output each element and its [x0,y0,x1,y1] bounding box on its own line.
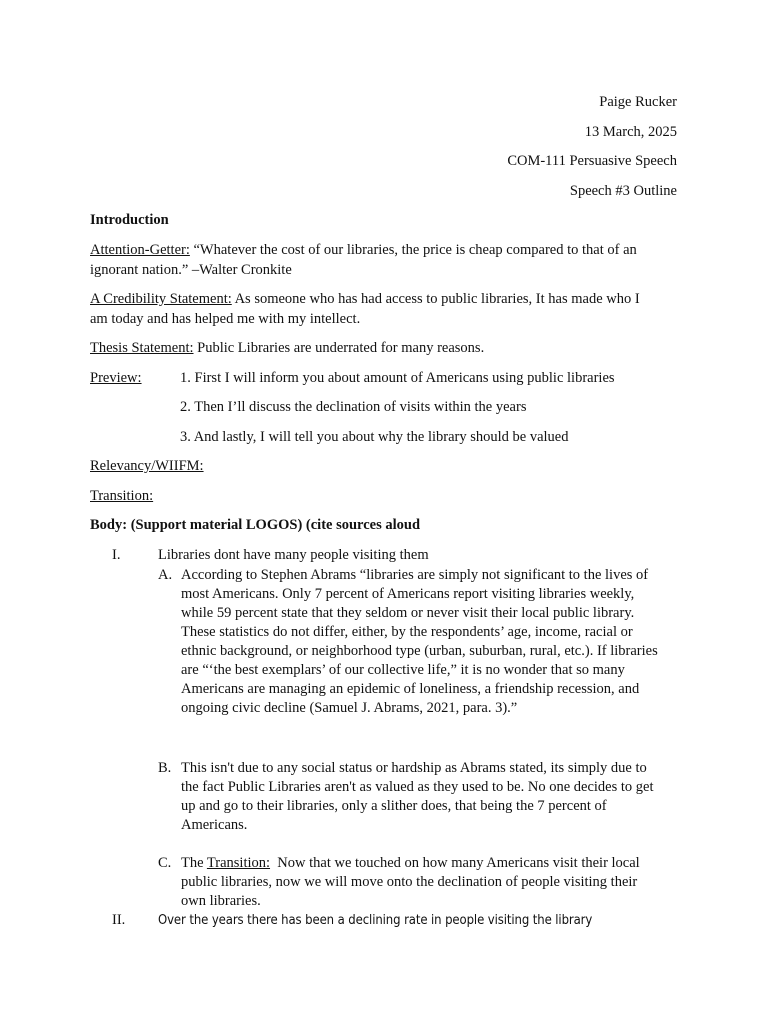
thesis-statement [90,339,484,358]
preview-item: 1. First I will inform you about amount of Americans using public libraries [180,370,615,386]
sub-point-c-line-1-rest: Now that we touched on how many Americans visit their local [270,855,640,871]
sub-point-c-prefix: The [181,855,207,871]
sub-point-c-line: public libraries, now we will move onto the declination of people visiting their [181,874,638,890]
thesis-label: Thesis Statement: [90,340,194,356]
sub-point-b-line: the fact Public Libraries aren't as valued as they used to be. No one decides to get [181,779,654,795]
sub-point-a-line: According to Stephen Abrams “libraries are simply not significant to the lives of [181,567,649,583]
sub-point-a-line: most Americans. Only 7 percent of Americans report visiting libraries weekly, [181,586,635,602]
sub-point-a-line: These statistics do not differ, either, by the respondents’ age, income, racial or [181,624,633,640]
sub-point-b-line: up and go to their libraries, only a slither does, that being the 7 percent of [181,798,607,814]
transition-label: Transition: [90,488,154,504]
document-date: 13 March, 2025 [584,124,677,140]
preview-label: Preview: [90,370,142,386]
point-2-marker: II. [112,912,126,928]
course-name: COM-111 Persuasive Speech [507,153,677,169]
body-heading: Body: (Support material LOGOS) (cite sources aloud [90,517,421,533]
author-name: Paige Rucker [599,94,677,110]
sub-point-c-line-1 [181,854,640,873]
preview-item: 3. And lastly, I will tell you about why the library should be valued [180,429,569,445]
point-1-marker: I. [112,547,121,563]
credibility-text-2: am today and has helped me with my intellect. [90,311,361,327]
sub-point-a-line: ongoing civic decline (Samuel J. Abrams, 2021, para. 3).” [181,700,518,716]
attention-getter [90,241,637,260]
sub-point-c-marker: C. [158,855,172,871]
point-2-text: Over the years there has been a declining rate in people visiting the library [158,913,593,928]
sub-point-a-line: while 59 percent state that they seldom or never visit their local public library. [181,605,635,621]
relevancy-label: Relevancy/WIIFM: [90,458,204,474]
credibility-statement [90,290,640,309]
sub-point-a-marker: A. [158,567,173,583]
sub-point-a-line: are “‘the best exemplars’ of our collective life,” it is no wonder that so many [181,662,625,678]
credibility-text-1: As someone who has had access to public libraries, It has made who I [231,291,640,307]
sub-point-b-line: Americans. [181,817,248,833]
sub-point-a-line: ethnic background, or neighborhood type (urban, suburban, rural, etc.). If libraries [181,643,658,659]
sub-point-c-line: own libraries. [181,893,261,909]
preview-item: 2. Then I’ll discuss the declination of visits within the years [180,399,527,415]
introduction-heading: Introduction [90,212,169,228]
sub-point-b-line: This isn't due to any social status or hardship as Abrams stated, its simply due to [181,760,647,776]
point-1-text: Libraries dont have many people visiting them [158,547,429,563]
sub-point-c-transition-label: Transition: [206,855,271,871]
sub-point-b-marker: B. [158,760,172,776]
credibility-label: A Credibility Statement: [90,291,232,307]
sub-point-a-line: Americans are managing an epidemic of loneliness, a friendship recession, and [181,681,640,697]
thesis-text: Public Libraries are underrated for many reasons. [193,340,485,356]
document-title: Speech #3 Outline [569,183,677,199]
attention-getter-text-1: “Whatever the cost of our libraries, the price is cheap compared to that of an [189,242,637,258]
attention-getter-label: Attention-Getter: [90,242,190,258]
attention-getter-text-2: ignorant nation.” –Walter Cronkite [90,262,292,278]
